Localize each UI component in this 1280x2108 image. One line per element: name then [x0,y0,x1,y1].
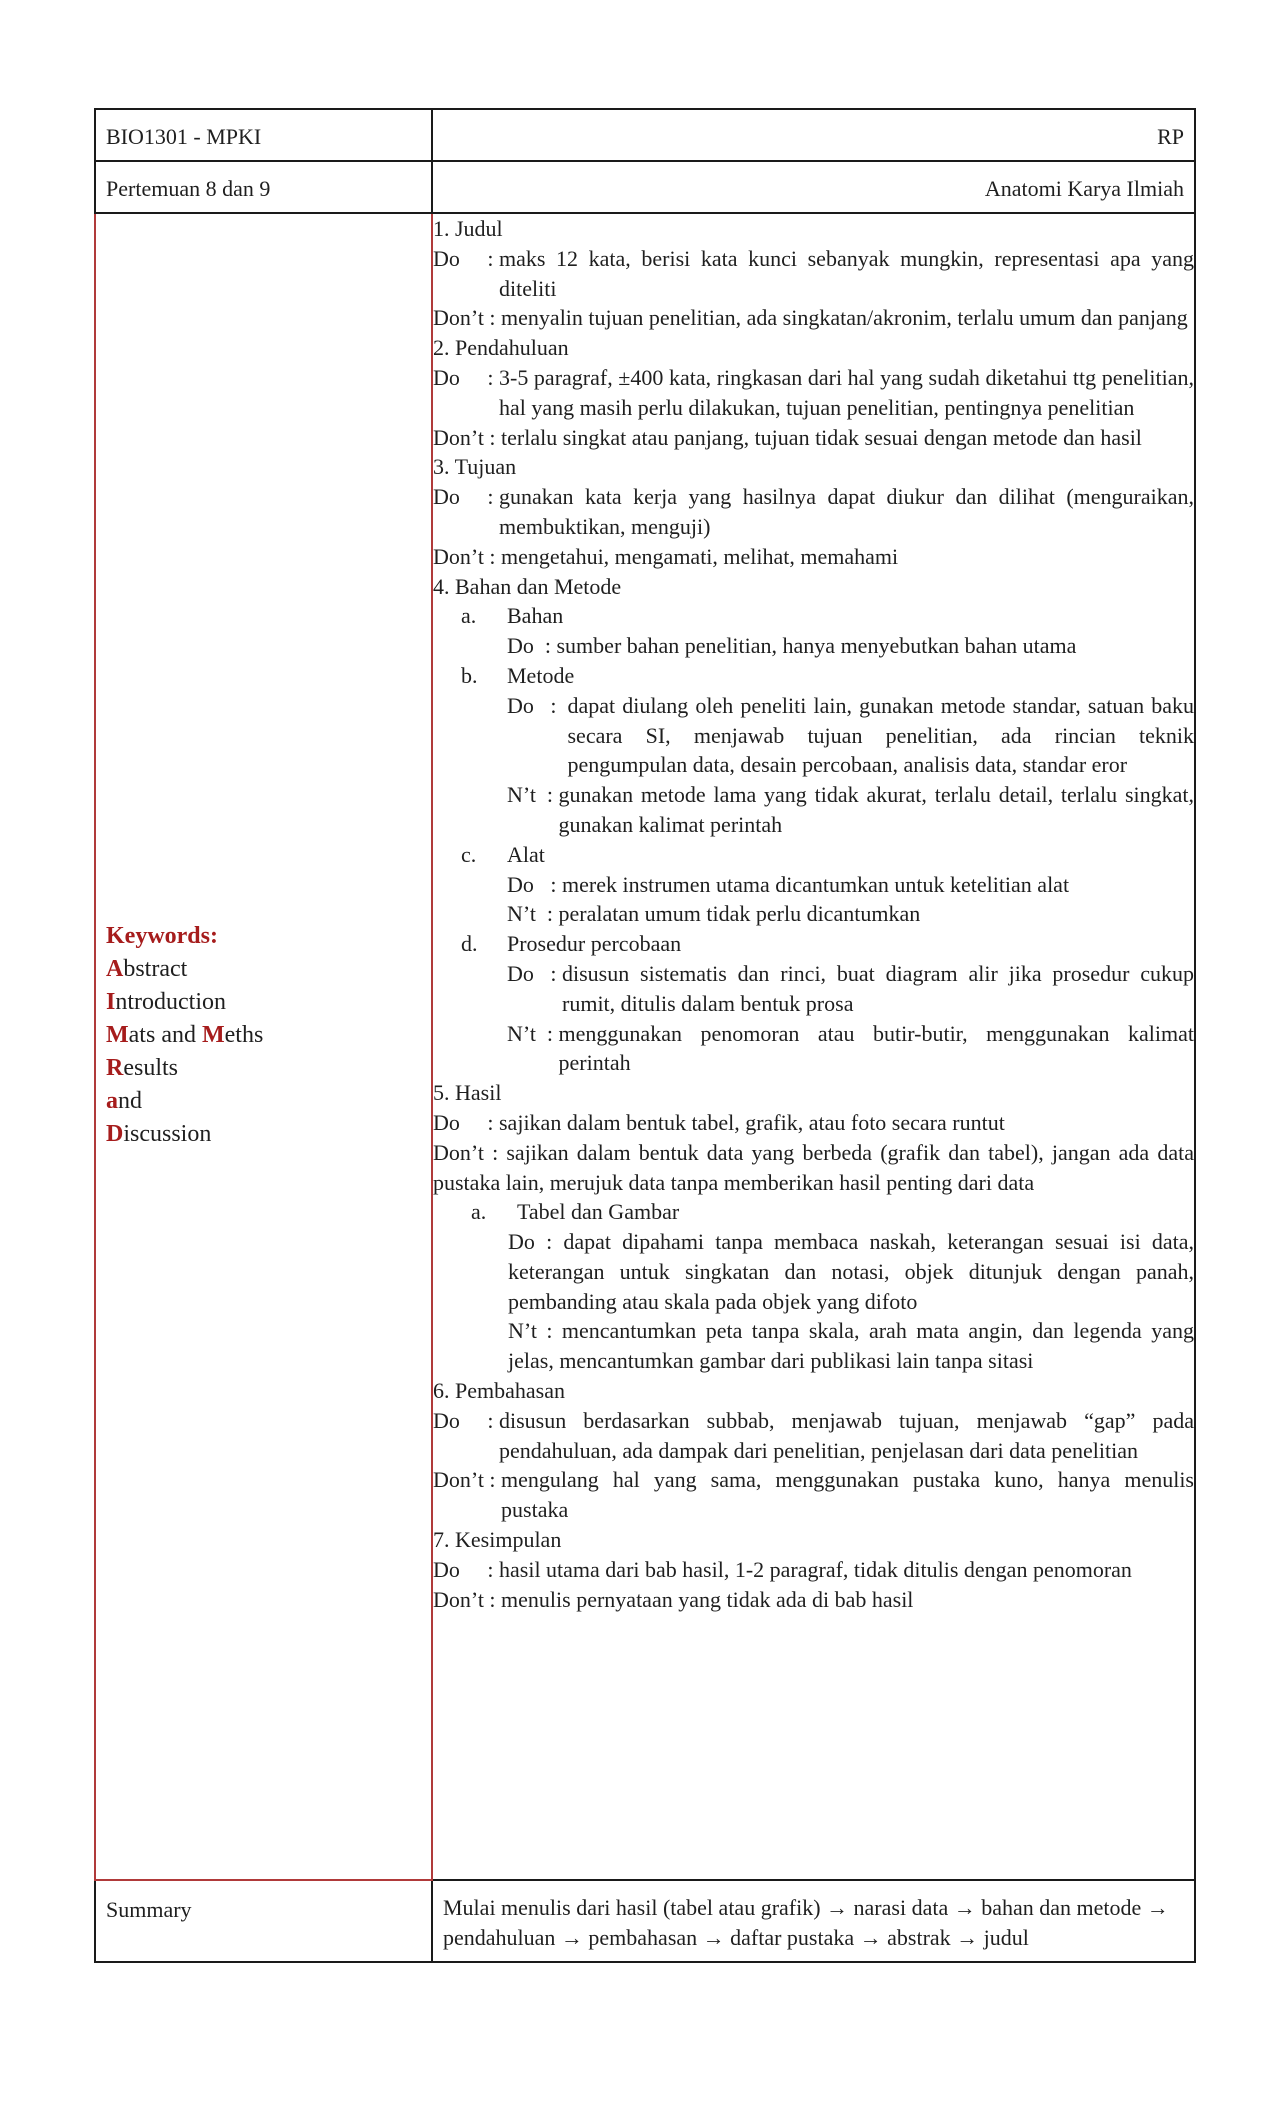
meeting-label: Pertemuan 8 dan 9 [106,176,271,201]
topic-cell [432,161,1195,213]
notes-row [95,213,1195,1880]
subsection-title: a. Tabel dan Gambar [471,1199,680,1225]
notes-column [432,213,1195,1880]
keyword-line: Results [106,1055,179,1081]
keyword-line: and [106,1088,142,1114]
cornell-notes-table [94,108,1196,1963]
summary-label-cell [95,1880,432,1962]
subsection-title: b. Metode [461,662,575,688]
do-item: Do : sajikan dalam bentuk tabel, grafik, atau foto secara runtut [433,1109,1005,1135]
header-row-2 [95,161,1195,213]
section-title: 1. Judul [433,216,503,241]
course-code-cell [95,109,432,161]
do-item: Do : dapat dipahami tanpa membaca naskah, keterangan sesuai isi data, keterangan untuk singkatan dan notasi, objek ditunjuk dengan panah, pembanding atau skala pada objek yang difoto [508,1229,1194,1314]
initials-cell [432,109,1195,161]
section-title: 2. Pendahuluan [433,335,569,361]
dont-item: Don’t : mengetahui, mengamati, melihat, memahami [433,543,899,569]
summary-label: Summary [106,1897,192,1922]
summary-text-cell [432,1880,1195,1962]
course-code: BIO1301 - MPKI [106,124,262,149]
header-row-1 [95,109,1195,161]
dont-item: Don’t : menyalin tujuan penelitian, ada singkatan/akronim, terlalu umum dan panjang [433,305,1188,331]
keyword-line: Abstract [106,956,188,982]
section-title: 5. Hasil [433,1080,502,1106]
dont-item: Don’t : sajikan dalam bentuk data yang berbeda (grafik dan tabel), jangan ada data pustaka lain, merujuk data tanpa memberikan hasil penting dari data [433,1139,1194,1195]
dont-item: Don’t : menulis pernyataan yang tidak ada di bab hasil [433,1586,914,1612]
do-item: Do : maks 12 kata, berisi kata kunci sebanyak mungkin, representasi apa yang diteliti [433,245,1194,301]
do-item: Do : gunakan kata kerja yang hasilnya dapat diukur dan dilihat (menguraikan, membuktikan, menguji) [433,484,1194,539]
section-title: 7. Kesimpulan [433,1527,562,1553]
dont-item: N’t : mencantumkan peta tanpa skala, arah mata angin, dan legenda yang jelas, mencantumkan gambar dari publikasi lain tanpa sitasi [508,1318,1194,1374]
subsection-title: a. Bahan [461,603,564,629]
topic-title: Anatomi Karya Ilmiah [984,176,1184,201]
dont-item: Don’t : mengulang hal yang sama, menggunakan pustaka kuno, hanya menulis pustaka [433,1467,1194,1523]
do-item: Do : disusun sistematis dan rinci, buat diagram alir jika prosedur cukup rumit, ditulis dalam bentuk prosa [507,960,1194,1016]
dont-item: N’t : menggunakan penomoran atau butir-butir, menggunakan kalimat perintah [507,1020,1194,1076]
summary-row [95,1880,1195,1962]
subsection-title: c. Alat [461,841,545,867]
keywords-block [106,920,263,1151]
section-title: 4. Bahan dan Metode [433,573,622,599]
summary-text: Mulai menulis dari hasil (tabel atau grafik) → narasi data → bahan dan metode → pendahuluan → pembahasan → daftar pustaka → abstrak → judul [443,1895,1169,1950]
author-initials: RP [1157,124,1184,149]
keywords-title: Keywords: [106,923,218,949]
keyword-line: Mats and Meths [106,1022,264,1048]
do-item: Do : 3-5 paragraf, ±400 kata, ringkasan dari hal yang sudah diketahui ttg penelitian, hal yang masih perlu dilakukan, tujuan penelitian, pentingnya penelitian [433,364,1194,420]
section-title: 6. Pembahasan [433,1378,565,1404]
keyword-line: Discussion [106,1121,212,1147]
cue-column [95,213,432,1880]
do-item: Do : hasil utama dari bab hasil, 1-2 paragraf, tidak ditulis dengan penomoran [433,1556,1132,1582]
meeting-cell [95,161,432,213]
dont-item: N’t : gunakan metode lama yang tidak akurat, terlalu detail, terlalu singkat, gunakan kalimat perintah [507,782,1194,837]
section-title: 3. Tujuan [433,454,517,480]
do-item: Do : sumber bahan penelitian, hanya menyebutkan bahan utama [507,633,1077,659]
keyword-line: Introduction [106,989,226,1015]
dont-item: N’t : peralatan umum tidak perlu dicantumkan [507,901,921,927]
do-item: Do : merek instrumen utama dicantumkan untuk ketelitian alat [507,871,1070,897]
subsection-title: d. Prosedur percobaan [461,931,682,957]
do-item: Do : dapat diulang oleh peneliti lain, gunakan metode standar, satuan baku secara SI, menjawab tujuan penelitian, ada rincian teknik pengumpulan data, desain percobaan, analisis data, standar eror [507,692,1194,778]
dont-item: Don’t : terlalu singkat atau panjang, tujuan tidak sesuai dengan metode dan hasil [433,424,1142,450]
do-item: Do : disusun berdasarkan subbab, menjawab tujuan, menjawab “gap” pada pendahuluan, ada dampak dari penelitian, penjelasan dari data penelitian [433,1407,1194,1463]
